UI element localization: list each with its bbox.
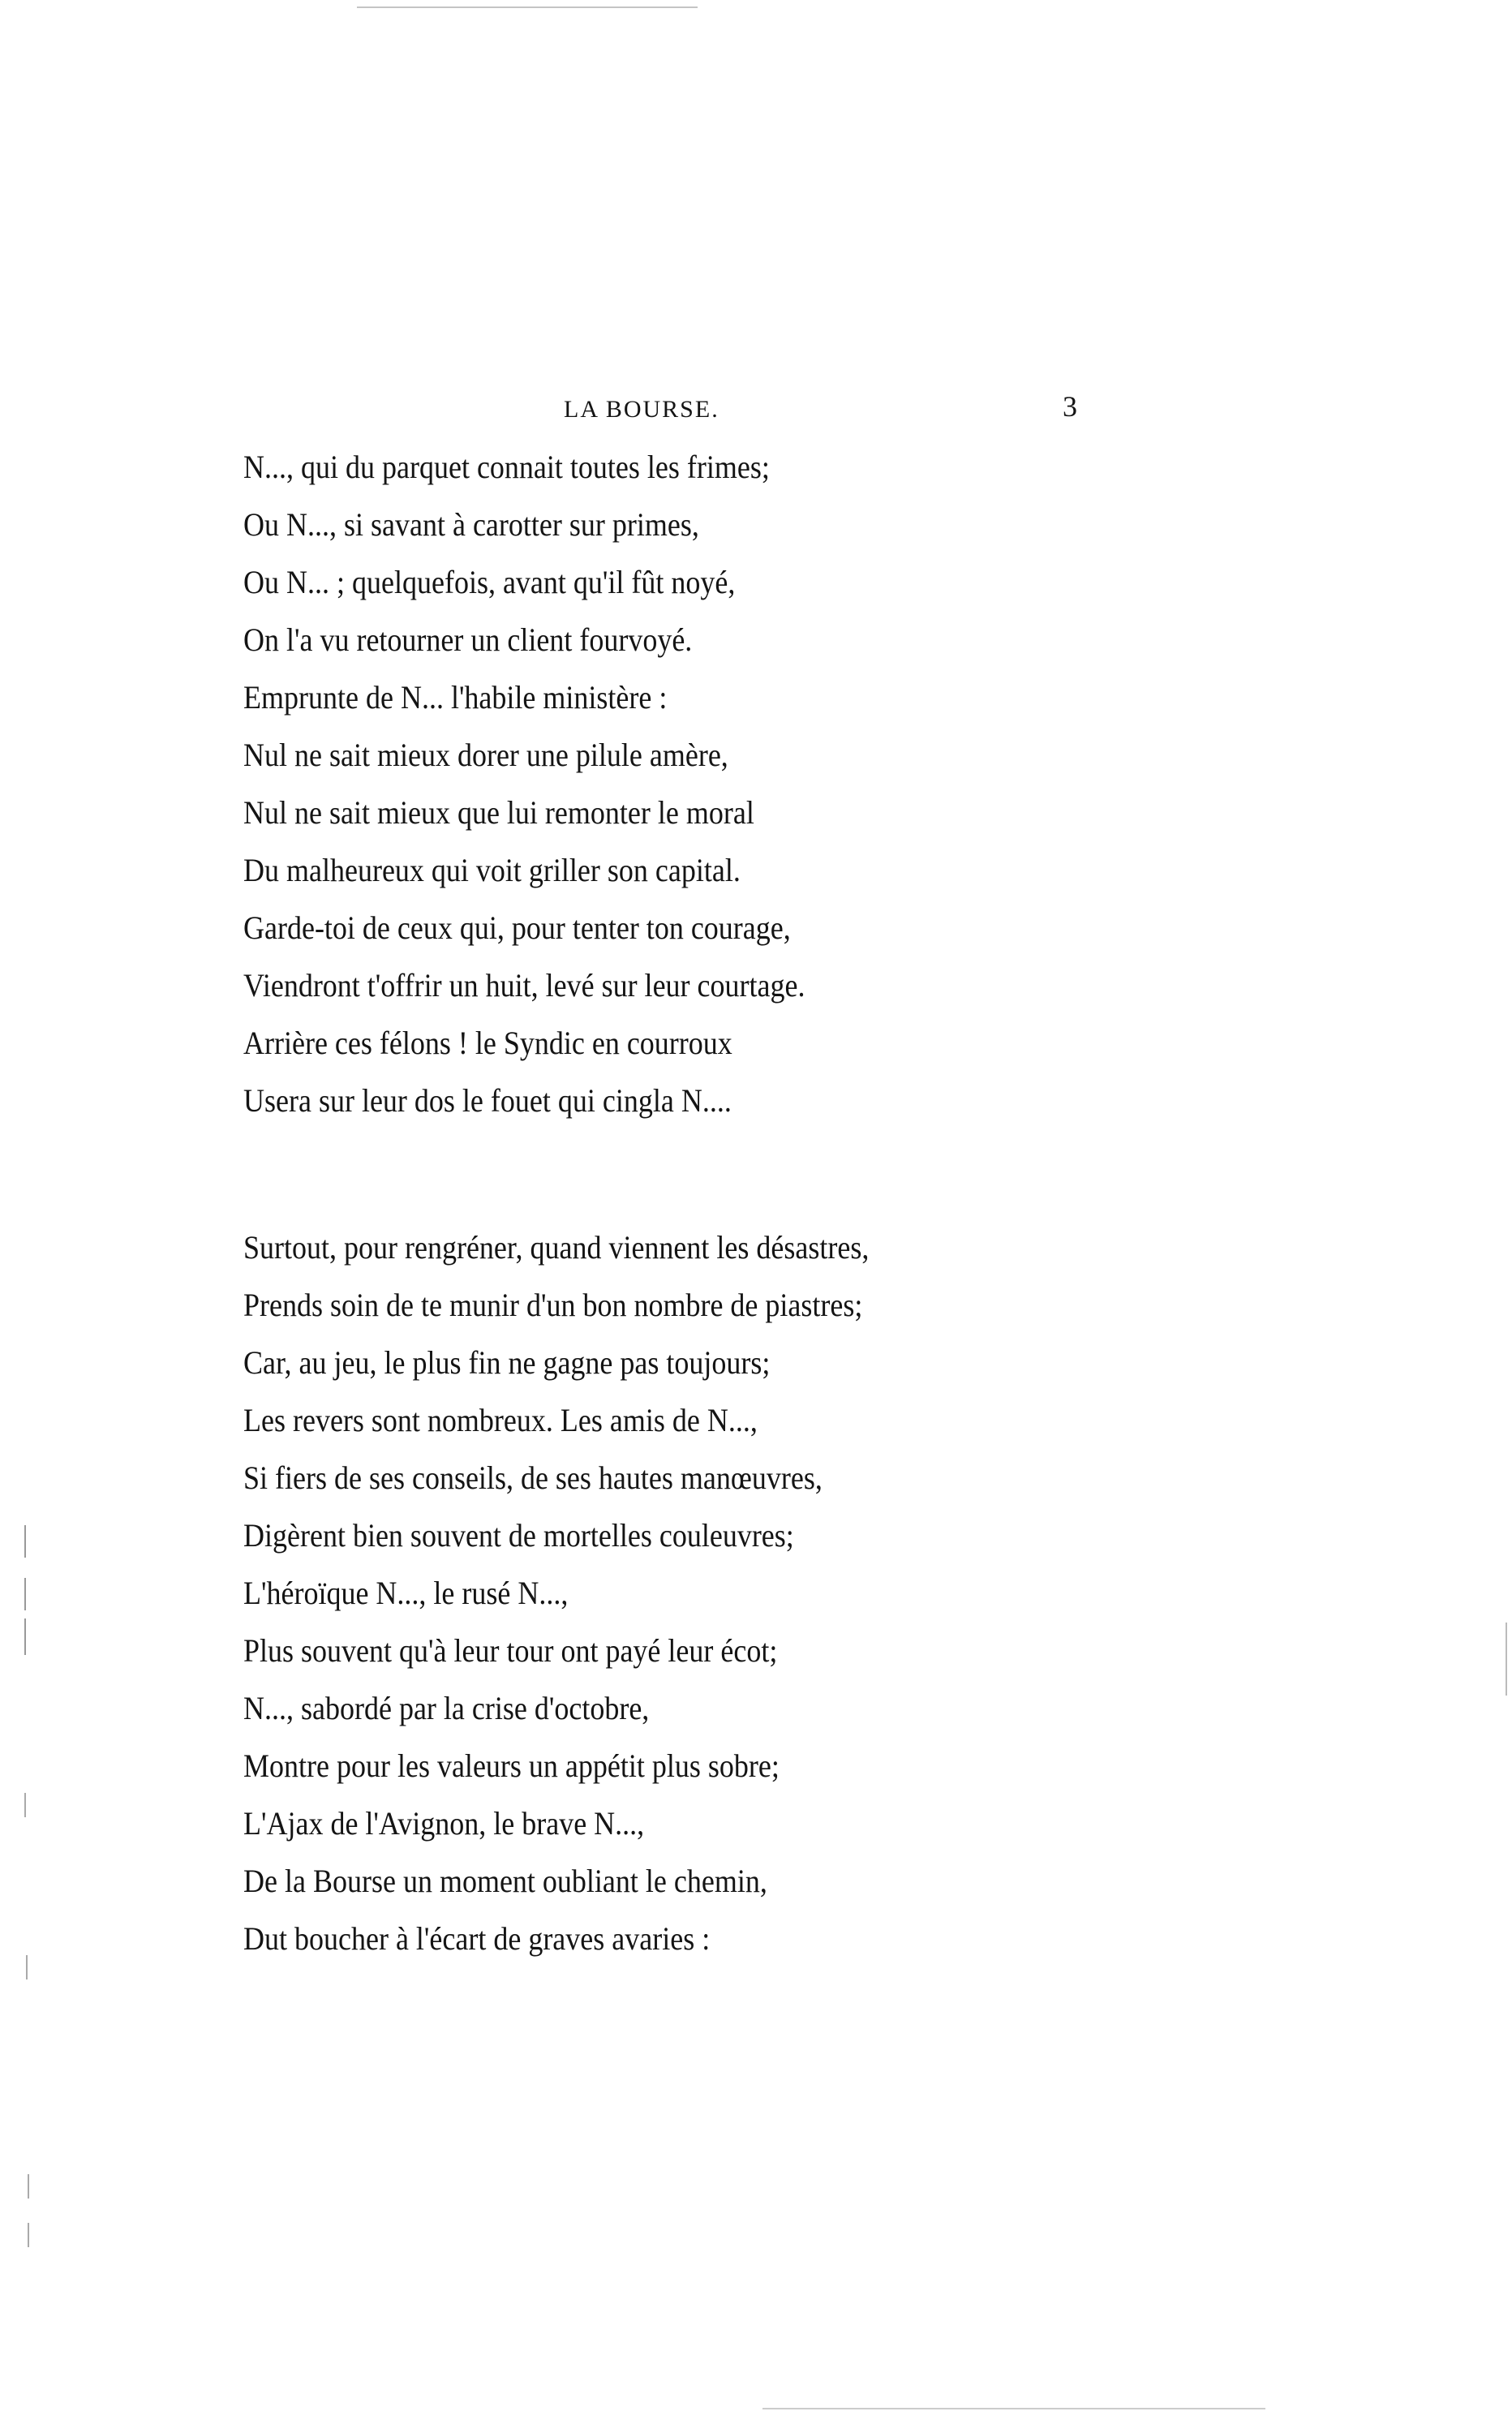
scan-artifact-right bbox=[1506, 1623, 1507, 1696]
verse-line: Les revers sont nombreux. Les amis de N..., bbox=[243, 1402, 758, 1438]
verse-line: Surtout, pour rengréner, quand viennent les désastres, bbox=[243, 1229, 870, 1266]
verse-line: Montre pour les valeurs un appétit plus sobre; bbox=[243, 1747, 780, 1784]
verse-line: L'héroïque N..., le rusé N..., bbox=[243, 1575, 569, 1611]
verse-line: Prends soin de te munir d'un bon nombre de piastres; bbox=[243, 1287, 863, 1323]
verse-line: Nul ne sait mieux que lui remonter le moral bbox=[243, 794, 754, 831]
scan-artifact-bottom bbox=[762, 2408, 1265, 2409]
verse-line: Viendront t'offrir un huit, levé sur leur courtage. bbox=[243, 967, 805, 1004]
verse-line: Ou N..., si savant à carotter sur primes, bbox=[243, 506, 699, 543]
stanza-1 bbox=[243, 438, 1136, 1129]
verse-line: Nul ne sait mieux dorer une pilule amère, bbox=[243, 737, 728, 773]
verse-line: Car, au jeu, le plus fin ne gagne pas toujours; bbox=[243, 1344, 771, 1381]
verse-line: Emprunte de N... l'habile ministère : bbox=[243, 679, 668, 716]
verse-line: Dut boucher à l'écart de graves avaries : bbox=[243, 1920, 711, 1957]
verse-line: N..., qui du parquet connait toutes les frimes; bbox=[243, 449, 770, 485]
scan-artifact-left-2 bbox=[24, 1578, 26, 1610]
scan-artifact-left-5 bbox=[26, 1955, 28, 1979]
page-number: 3 bbox=[1063, 390, 1077, 423]
stanza-2 bbox=[243, 1219, 1136, 1967]
verse-line: Digèrent bien souvent de mortelles couleuvres; bbox=[243, 1517, 794, 1554]
verse-line: Garde-toi de ceux qui, pour tenter ton courage, bbox=[243, 909, 791, 946]
scan-artifact-left-6 bbox=[28, 2174, 29, 2199]
running-header bbox=[243, 389, 1095, 438]
scan-artifact-left-1 bbox=[24, 1525, 26, 1558]
scan-artifact-left-4 bbox=[24, 1793, 26, 1817]
verse-line: L'Ajax de l'Avignon, le brave N..., bbox=[243, 1805, 645, 1842]
verse-line: On l'a vu retourner un client fourvoyé. bbox=[243, 621, 693, 658]
scan-artifact-left-7 bbox=[28, 2223, 29, 2247]
running-title: LA BOURSE. bbox=[564, 396, 719, 423]
verse-line: N..., sabordé par la crise d'octobre, bbox=[243, 1690, 650, 1726]
verse-line: Du malheureux qui voit griller son capital. bbox=[243, 852, 741, 888]
verse-line: Plus souvent qu'à leur tour ont payé leur écot; bbox=[243, 1632, 778, 1669]
verse-line: De la Bourse un moment oubliant le chemin, bbox=[243, 1863, 767, 1899]
scan-artifact-left-3 bbox=[24, 1618, 26, 1655]
verse-line: Arrière ces félons ! le Syndic en courroux bbox=[243, 1025, 732, 1061]
verse-line: Usera sur leur dos le fouet qui cingla N.... bbox=[243, 1082, 732, 1119]
scan-artifact-top bbox=[357, 6, 698, 8]
verse-line: Ou N... ; quelquefois, avant qu'il fût noyé, bbox=[243, 564, 736, 600]
verse-line: Si fiers de ses conseils, de ses hautes manœuvres, bbox=[243, 1459, 823, 1496]
